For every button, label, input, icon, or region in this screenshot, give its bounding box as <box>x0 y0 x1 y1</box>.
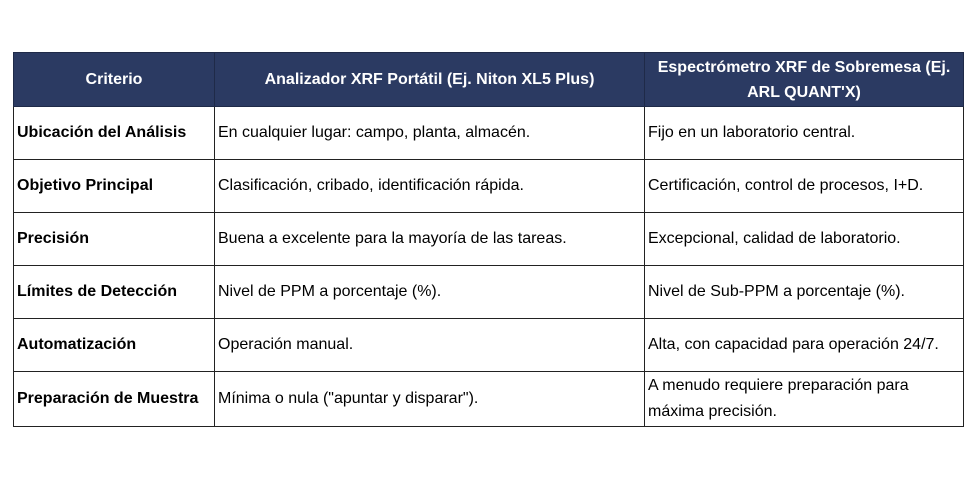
row-benchtop-value: Certificación, control de procesos, I+D. <box>645 160 964 213</box>
table-row <box>14 266 964 319</box>
header-criterion: Criterio <box>14 53 215 107</box>
row-benchtop-value: Fijo en un laboratorio central. <box>645 107 964 160</box>
comparison-table-container <box>13 52 963 427</box>
table-row <box>14 319 964 372</box>
table-row <box>14 213 964 266</box>
row-benchtop-value: Excepcional, calidad de laboratorio. <box>645 213 964 266</box>
header-portable-analyzer: Analizador XRF Portátil (Ej. Niton XL5 Plus) <box>215 53 645 107</box>
table-header <box>14 53 964 107</box>
row-portable-value: Clasificación, cribado, identificación rápida. <box>215 160 645 213</box>
table-row <box>14 107 964 160</box>
row-portable-value: Mínima o nula ("apuntar y disparar"). <box>215 372 645 427</box>
row-benchtop-value: Alta, con capacidad para operación 24/7. <box>645 319 964 372</box>
row-portable-value: Nivel de PPM a porcentaje (%). <box>215 266 645 319</box>
comparison-table <box>13 52 964 427</box>
row-portable-value: Operación manual. <box>215 319 645 372</box>
row-criterion: Objetivo Principal <box>14 160 215 213</box>
table-body <box>14 107 964 427</box>
row-benchtop-value: Nivel de Sub-PPM a porcentaje (%). <box>645 266 964 319</box>
header-benchtop-spectrometer: Espectrómetro XRF de Sobremesa (Ej. ARL QUANT'X) <box>645 53 964 107</box>
row-benchtop-value: A menudo requiere preparación para máxima precisión. <box>645 372 964 427</box>
row-criterion: Precisión <box>14 213 215 266</box>
table-row <box>14 160 964 213</box>
row-criterion: Límites de Detección <box>14 266 215 319</box>
header-row <box>14 53 964 107</box>
row-criterion: Automatización <box>14 319 215 372</box>
row-criterion: Ubicación del Análisis <box>14 107 215 160</box>
row-portable-value: En cualquier lugar: campo, planta, almacén. <box>215 107 645 160</box>
table-row <box>14 372 964 427</box>
row-portable-value: Buena a excelente para la mayoría de las tareas. <box>215 213 645 266</box>
row-criterion: Preparación de Muestra <box>14 372 215 427</box>
